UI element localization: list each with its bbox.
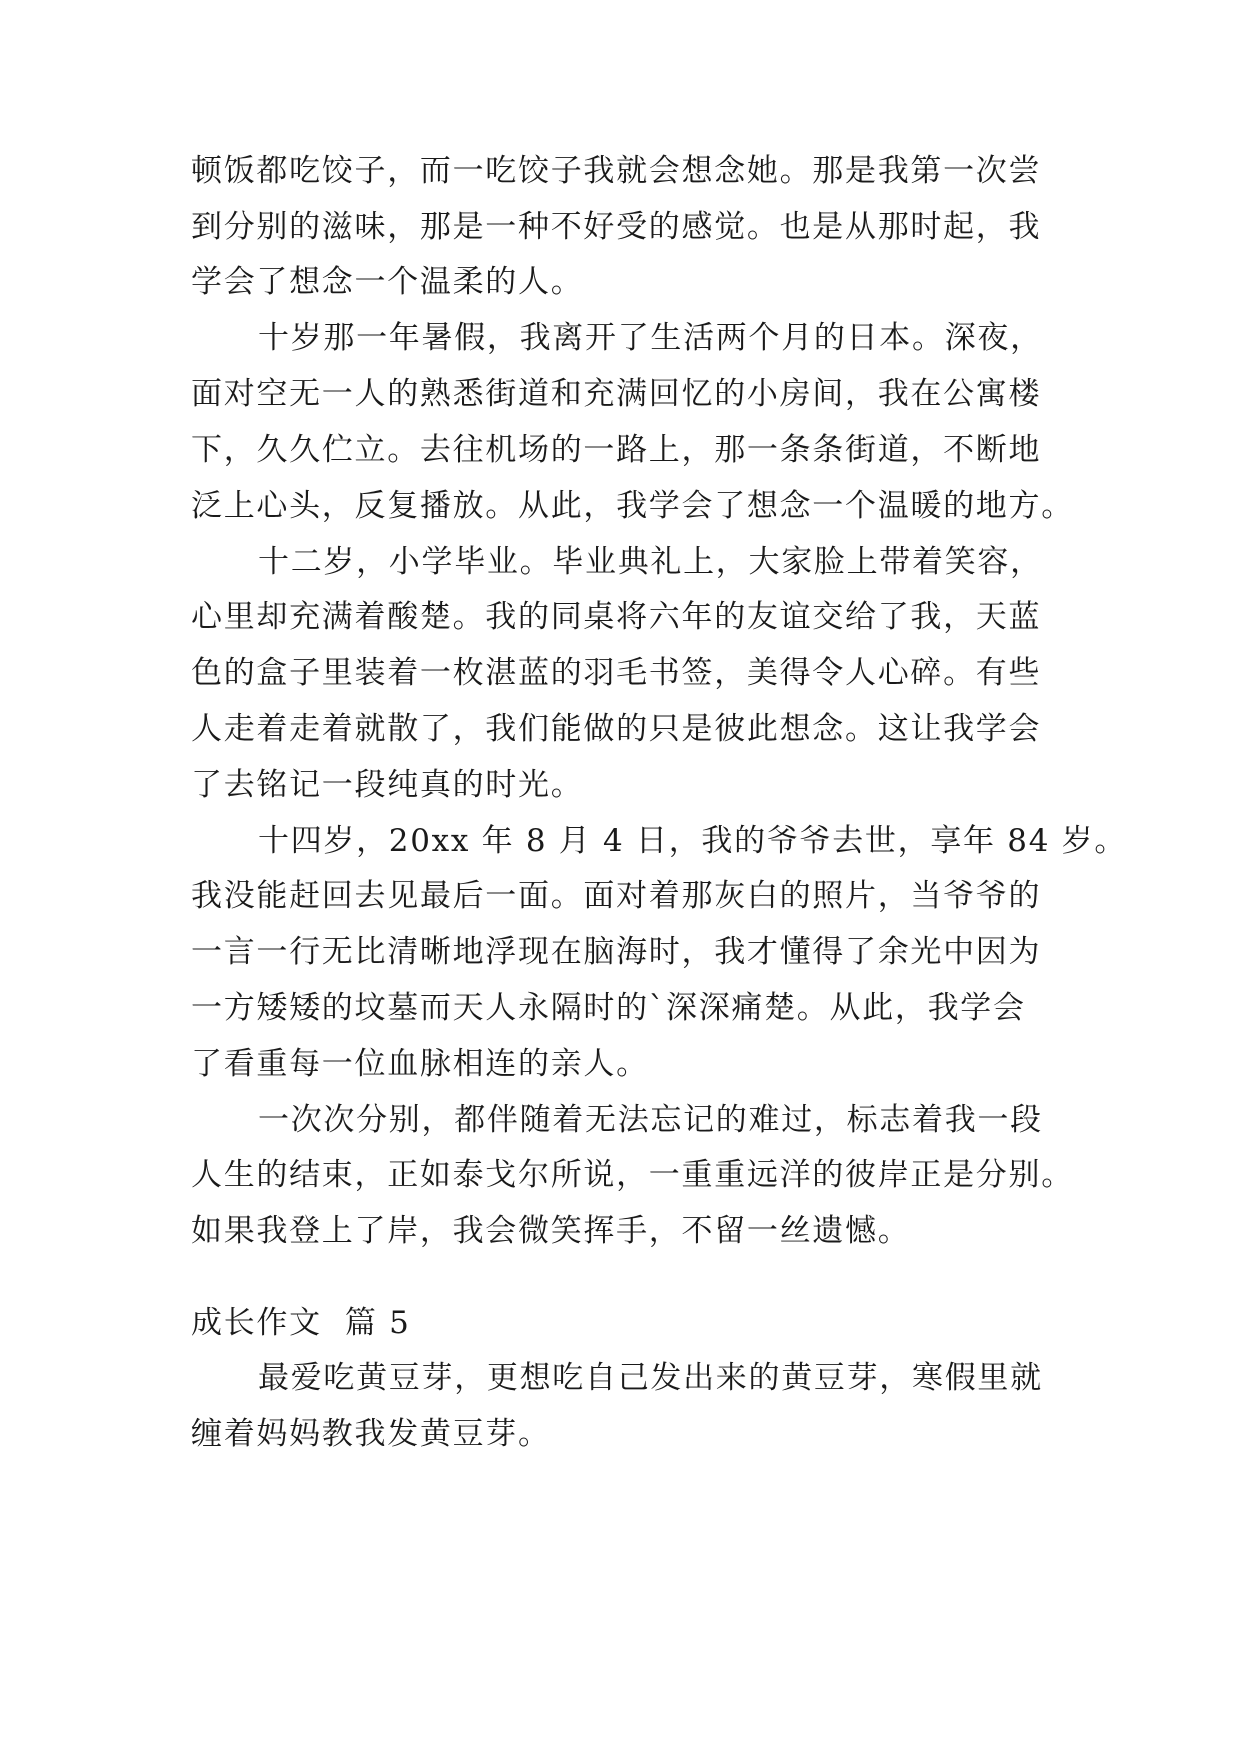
paragraph-twelve-line-2: 心里却充满着酸楚。我的同桌将六年的友谊交给了我，天蓝: [191, 599, 1042, 635]
paragraph-twelve-line-5: 了去铭记一段纯真的时光。: [191, 767, 584, 803]
paragraph-ten-line-4: 泛上心头，反复播放。从此，我学会了想念一个温暖的地方。: [191, 488, 1074, 524]
paragraph-fourteen-line-5: 了看重每一位血脉相连的亲人。: [191, 1046, 649, 1082]
paragraph-fourteen-line-3: 一言一行无比清晰地浮现在脑海时，我才懂得了余光中因为: [191, 934, 1042, 970]
section-heading: 成长作文 篇 5: [191, 1305, 411, 1341]
paragraph-intro-line-2: 到分别的滋味，那是一种不好受的感觉。也是从那时起，我: [191, 209, 1042, 245]
paragraph-twelve-line-4: 人走着走着就散了，我们能做的只是彼此想念。这让我学会: [191, 711, 1042, 747]
paragraph-beansprout-line-1: 最爱吃黄豆芽，更想吃自己发出来的黄豆芽，寒假里就: [258, 1360, 1043, 1396]
paragraph-intro-line-1: 顿饭都吃饺子，而一吃饺子我就会想念她。那是我第一次尝: [191, 153, 1042, 189]
paragraph-fourteen-line-2: 我没能赶回去见最后一面。面对着那灰白的照片，当爷爷的: [191, 878, 1042, 914]
paragraph-fourteen-line-1: 十四岁，20xx 年 8 月 4 日，我的爷爷去世，享年 84 岁。: [258, 823, 1128, 859]
paragraph-twelve-line-1: 十二岁，小学毕业。毕业典礼上，大家脸上带着笑容，: [258, 544, 1043, 580]
paragraph-ten-line-1: 十岁那一年暑假，我离开了生活两个月的日本。深夜，: [258, 320, 1043, 356]
paragraph-farewell-line-3: 如果我登上了岸，我会微笑挥手，不留一丝遗憾。: [191, 1213, 911, 1249]
paragraph-ten-line-2: 面对空无一人的熟悉街道和充满回忆的小房间，我在公寓楼: [191, 376, 1042, 412]
paragraph-farewell-line-2: 人生的结束，正如泰戈尔所说，一重重远洋的彼岸正是分别。: [191, 1157, 1074, 1193]
paragraph-fourteen-line-4: 一方矮矮的坟墓而天人永隔时的`深深痛楚。从此，我学会: [191, 990, 1026, 1026]
paragraph-twelve-line-3: 色的盒子里装着一枚湛蓝的羽毛书签，美得令人心碎。有些: [191, 655, 1042, 691]
paragraph-beansprout-line-2: 缠着妈妈教我发黄豆芽。: [191, 1416, 551, 1452]
paragraph-intro-line-3: 学会了想念一个温柔的人。: [191, 264, 584, 300]
paragraph-farewell-line-1: 一次次分别，都伴随着无法忘记的难过，标志着我一段: [258, 1102, 1043, 1138]
paragraph-ten-line-3: 下，久久伫立。去往机场的一路上，那一条条街道，不断地: [191, 432, 1042, 468]
